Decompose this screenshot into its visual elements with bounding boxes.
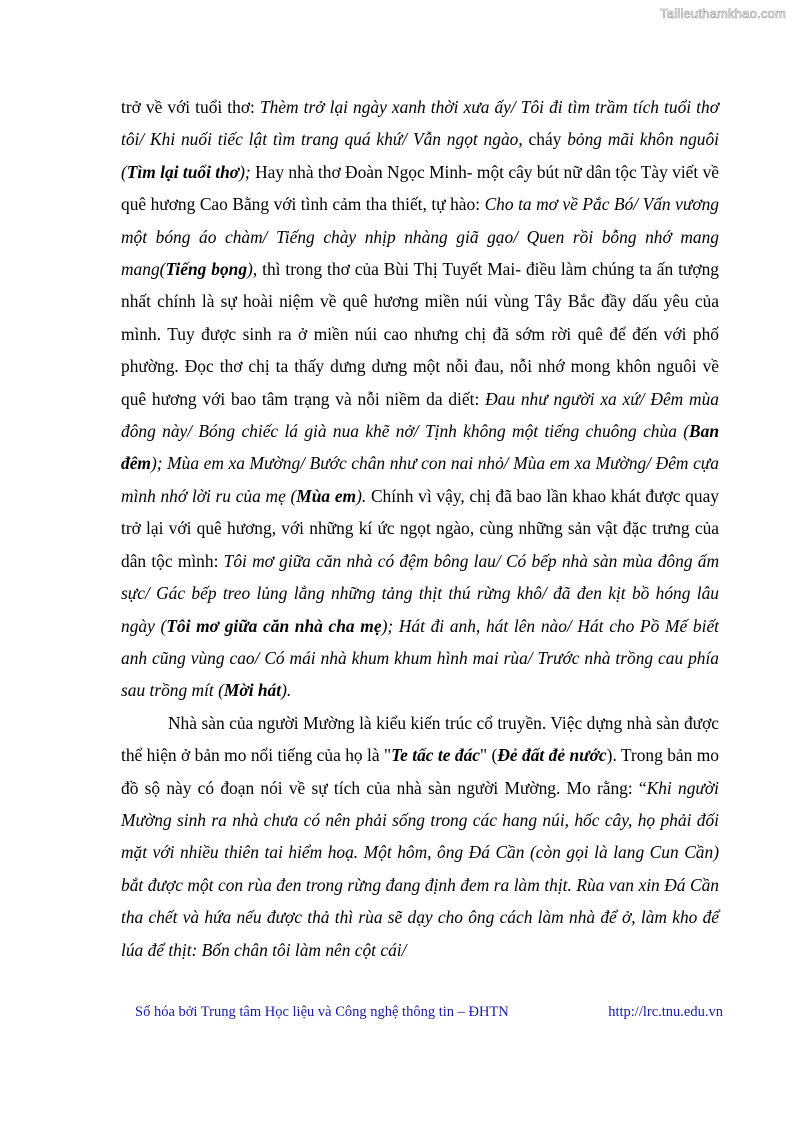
text-run: trở về với tuổi thơ: [121, 97, 260, 117]
bold-italic-title-run: Tôi mơ giữa căn nhà cha mẹ [166, 615, 382, 636]
footer-url-link[interactable]: http://lrc.tnu.edu.vn [608, 1004, 723, 1020]
bold-italic-title-run: Tìm lại tuổi thơ [126, 161, 240, 182]
italic-quote-run: Khi người Mường sinh ra nhà chưa có nên phải sống trong các hang núi, hốc cây, họ phải đối mặt với nhiều thiên tai hiểm hoạ. Một hôm, ông Đá Cần (còn gọi là lang Cun Cần) bắt được một con rùa đen trong rừng đang định đem ra làm thịt. Rùa van xin Đá Cần tha chết và hứa nếu được thả thì rùa sẽ dạy cho ông cách làm nhà để ở, làm kho để lúa để thịt: Bốn chân tôi làm nên cột cái/ [121, 777, 719, 960]
italic-quote-run: Đau như người xa xứ/ Đêm mùa đông này/ Bóng chiếc lá già nua khẽ nở/ Tịnh không một tiếng chuông chùa ( [121, 388, 719, 442]
text-run: Hay nhà thơ Đoàn Ngọc Minh- một cây bút nữ dân tộc Tày viết về quê hương Cao Bằng với tình cảm tha thiết, tự hào: [121, 161, 720, 215]
italic-quote-run: ). [356, 485, 367, 506]
text-run: " ( [480, 745, 498, 766]
text-run: thì trong thơ của Bùi Thị Tuyết Mai- điều làm chúng ta ấn tượng nhất chính là sự hoài niệm về quê hương miền núi vùng Tây Bắc đầy dấu yêu của mình. Tuy được sinh ra ở miền núi cao nhưng chị đã sớm rời quê để đến với phố phường. Đọc thơ chị ta thấy dưng dưng một nỗi đau, nỗi nhớ mong khôn nguôi về quê hương với bao tâm trạng và nỗi niềm da diết: [121, 259, 719, 409]
bold-italic-title-run: Mùa em [296, 485, 357, 506]
text-run: Chính vì vậy, chị đã bao lần khao khát được quay trở lại với quê hương, với những kí ức ngọt ngào, cùng những sản vật đặc trưng của dân tộc mình: [121, 485, 719, 571]
italic-quote-run: ); Hát đi anh, hát lên nào/ Hát cho Pồ Mế biết anh cũng vùng cao/ Có mái nhà khum khum hình mai rùa/ Trước nhà trồng cau phía sau trồng mít ( [121, 615, 719, 701]
text-run: ). Trong bản mo đồ sộ này có đoạn nói về sự tích của nhà sàn người Mường. Mo rằng: “ [121, 745, 719, 798]
italic-quote-run: Thèm trở lại ngày xanh thời xưa ấy/ Tôi đi tìm trầm tích tuổi thơ tôi/ Khi nuối tiếc lật tìm trang quá khứ/ Vẫn ngọt ngào, [121, 97, 719, 150]
footer-source-text: Số hóa bởi Trung tâm Học liệu và Công nghệ thông tin – ĐHTN [135, 1004, 509, 1020]
document-body [121, 91, 719, 966]
bold-italic-title-run: Ban đêm [121, 421, 719, 474]
italic-quote-run: bỏng mãi khôn nguôi ( [121, 129, 719, 182]
italic-quote-run: ), [247, 259, 258, 280]
text-run: cháy [528, 129, 568, 150]
body-paragraph [121, 91, 719, 707]
watermark-text: Tailieuthamkhao.com [660, 6, 786, 21]
text-run: Nhà sàn của người Mường là kiểu kiến trúc cổ truyền. Việc dựng nhà sàn được thể hiện ở bản mo nổi tiếng của họ là " [121, 712, 719, 766]
italic-quote-run: ); Mùa em xa Mường/ Bước chân như con nai nhỏ/ Mùa em xa Mường/ Đêm cựa mình nhớ lời ru của mẹ ( [121, 453, 719, 506]
bold-italic-title-run: Mời hát [223, 680, 282, 701]
italic-quote-run: ). [281, 680, 292, 701]
italic-quote-run: Cho ta mơ về Pắc Bó/ Vấn vương một bóng áo chàm/ Tiếng chày nhịp nhàng giã gạo/ Quen rồi bỗng nhớ mang mang( [121, 194, 720, 280]
bold-italic-title-run: Đẻ đất đẻ nước [497, 745, 607, 766]
italic-quote-run: Tôi mơ giữa căn nhà có đệm bông lau/ Có bếp nhà sàn mùa đông ấm sực/ Gác bếp treo lủng lẳng những tảng thịt thú rừng khô/ đã đen kịt bồ hóng lâu ngày ( [121, 550, 720, 636]
bold-italic-title-run: Tiếng bọng [165, 259, 248, 280]
italic-quote-run: ); [239, 161, 251, 182]
body-paragraph [121, 707, 719, 966]
bold-italic-title-run: Te tấc te đác [391, 745, 481, 766]
